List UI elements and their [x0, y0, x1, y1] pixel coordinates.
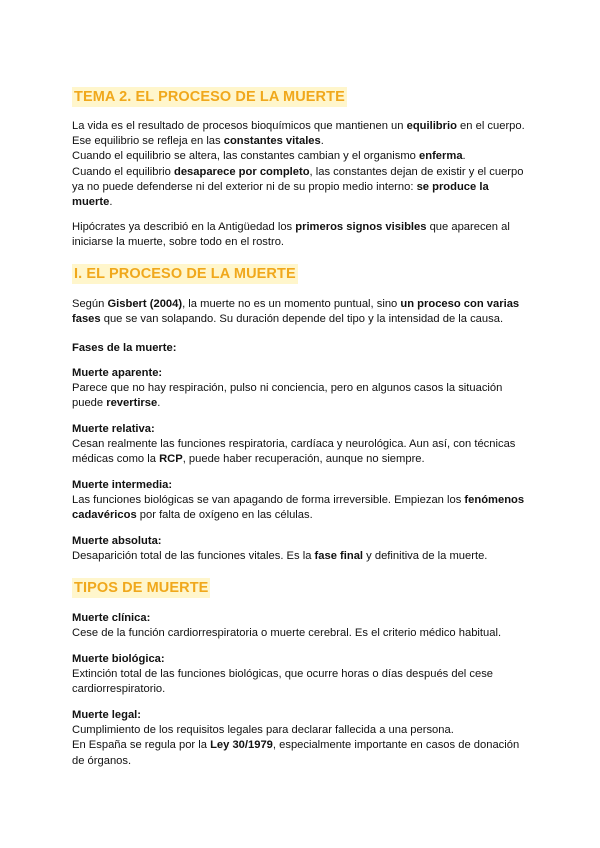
bold-text: revertirse: [106, 397, 158, 410]
heading-proceso-muerte: I. EL PROCESO DE LA MUERTE: [74, 266, 296, 282]
text: Las funciones biológicas se van apagando de forma irreversible. Empiezan los: [72, 494, 465, 507]
muerte-clinica: [72, 611, 532, 641]
line: [72, 738, 532, 753]
subheading: Muerte intermedia:: [72, 479, 173, 491]
hipocrates-line-2: iniciarse la muerte, sobre todo en el rostro.: [72, 236, 285, 249]
text: Cuando el equilibrio se altera, las constantes cambian y el organismo: [72, 150, 420, 163]
hipocrates-line-1: [72, 220, 532, 235]
bold-text: equilibrio: [406, 120, 457, 132]
text: en el cuerpo.: [456, 120, 525, 132]
bold-text: fase final: [314, 550, 364, 563]
heading-tema-2: TEMA 2. EL PROCESO DE LA MUERTE: [74, 89, 345, 105]
line: [72, 493, 532, 508]
muerte-biologica: [72, 652, 532, 698]
bold-text: constantes vitales: [223, 135, 321, 148]
bold-text: primeros signos visibles: [295, 221, 427, 233]
muerte-intermedia: [72, 478, 532, 524]
bold-text: fenómenos: [464, 494, 525, 507]
text: .: [462, 150, 466, 163]
text: , puede haber recuperación, aunque no siempre.: [182, 453, 425, 466]
line: [72, 508, 532, 523]
line: Extinción total de las funciones biológicas, que ocurre horas o días después del cese: [72, 668, 494, 681]
bold-text: Gisbert (2004): [107, 298, 183, 310]
text: puede: [72, 397, 107, 410]
line: de órganos.: [72, 754, 132, 767]
gisbert-paragraph: [72, 297, 532, 327]
muerte-legal: [72, 708, 532, 769]
line: Parece que no hay respiración, pulso ni conciencia, pero en algunos casos la situación: [72, 382, 503, 395]
bold-text: enferma: [419, 150, 463, 163]
text: Ese equilibrio se refleja en las: [72, 135, 224, 148]
gisbert-line-1: [72, 297, 532, 312]
line: cardiorrespiratorio.: [72, 683, 166, 696]
fases-title: Fases de la muerte:: [72, 342, 177, 354]
bold-text: desaparece por completo: [174, 165, 310, 178]
bold-text: RCP: [159, 453, 183, 466]
text: Hipócrates ya describió en la Antigüedad los: [72, 221, 296, 233]
subheading: Muerte biológica:: [72, 653, 165, 665]
intro-line-5: [72, 180, 532, 195]
text: que se van solapando. Su duración depende del tipo y la intensidad de la causa.: [100, 313, 504, 326]
text: Cuando el equilibrio: [72, 165, 174, 178]
intro-paragraph: [72, 119, 532, 210]
text: ya no puede defenderse ni del exterior ni de su propio medio interno:: [72, 180, 417, 193]
text: .: [109, 196, 113, 209]
subheading: Muerte legal:: [72, 709, 142, 721]
intro-line-1: [72, 119, 532, 134]
text: , las constantes dejan de existir y el cuerpo: [309, 165, 524, 178]
text: médicas como la: [72, 453, 160, 466]
bold-text: cadavéricos: [72, 509, 137, 522]
subheading: Muerte clínica:: [72, 612, 151, 624]
gisbert-line-2: [72, 312, 532, 327]
bold-text: Ley 30/1979: [210, 739, 273, 752]
subheading: Muerte absoluta:: [72, 535, 162, 547]
subheading: Muerte relativa:: [72, 423, 155, 435]
bold-text: muerte: [72, 196, 110, 209]
intro-line-3: [72, 149, 532, 164]
text: La vida es el resultado de procesos bioquímicos que mantienen un: [72, 120, 407, 132]
text: , especialmente importante en casos de donación: [272, 739, 520, 752]
line: Cesan realmente las funciones respiratoria, cardíaca y neurológica. Aun así, con técnicas: [72, 438, 516, 451]
text: Desaparición total de las funciones vitales. Es la: [72, 550, 315, 563]
line: Cese de la función cardiorrespiratoria o muerte cerebral. Es el criterio médico habitual.: [72, 627, 502, 640]
line: [72, 549, 532, 564]
line: [72, 396, 532, 411]
bold-text: un proceso con varias: [400, 298, 520, 310]
text: , la muerte no es un momento puntual, sino: [182, 298, 401, 310]
text: .: [320, 135, 324, 148]
line: [72, 452, 532, 467]
text: Según: [72, 298, 108, 310]
text: que aparecen al: [426, 221, 510, 233]
text: por falta de oxígeno en las células.: [136, 509, 313, 522]
hipocrates-paragraph: [72, 220, 532, 250]
subheading: Muerte aparente:: [72, 367, 163, 379]
text: En España se regula por la: [72, 739, 211, 752]
bold-text: fases: [72, 313, 101, 326]
muerte-relativa: [72, 422, 532, 468]
intro-line-4: [72, 165, 532, 180]
line: Cumplimiento de los requisitos legales para declarar fallecida a una persona.: [72, 724, 454, 737]
heading-tipos-muerte: TIPOS DE MUERTE: [74, 580, 209, 596]
text: .: [157, 397, 161, 410]
text: y definitiva de la muerte.: [363, 550, 488, 563]
muerte-aparente: [72, 366, 532, 412]
bold-text: se produce la: [416, 180, 489, 193]
intro-line-6: [72, 195, 532, 210]
intro-line-2: [72, 134, 532, 149]
muerte-absoluta: [72, 534, 532, 564]
